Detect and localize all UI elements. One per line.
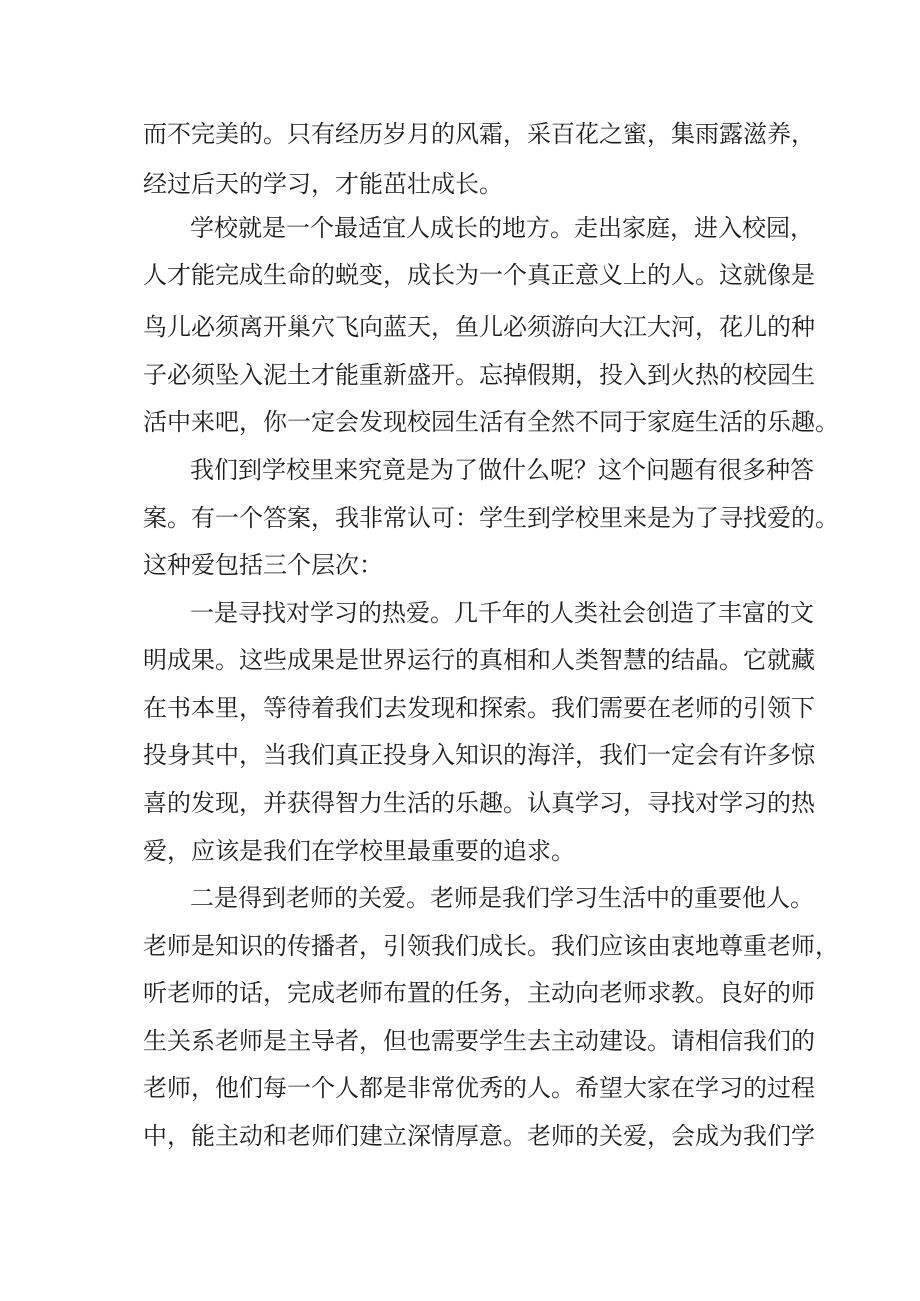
text-line: 生关系老师是主导者，但也需要学生去主动建设。请相信我们的 xyxy=(143,1027,815,1055)
text-line: 喜的发现，并获得智力生活的乐趣。认真学习，寻找对学习的热 xyxy=(143,789,815,817)
paragraph-start-line: 二是得到老师的关爱。老师是我们学习生活中的重要他人。 xyxy=(190,884,814,912)
text-line: 案。有一个答案，我非常认可：学生到学校里来是为了寻找爱的。 xyxy=(143,504,839,532)
text-line: 投身其中，当我们真正投身入知识的海洋，我们一定会有许多惊 xyxy=(143,741,815,769)
paragraph-start-line: 一是寻找对学习的热爱。几千年的人类社会创造了丰富的文 xyxy=(190,599,814,627)
text-line: 活中来吧，你一定会发现校园生活有全然不同于家庭生活的乐趣。 xyxy=(143,408,839,436)
text-line: 中，能主动和老师们建立深情厚意。老师的关爱，会成为我们学 xyxy=(143,1122,815,1150)
text-line: 听老师的话，完成老师布置的任务，主动向老师求教。良好的师 xyxy=(143,979,815,1007)
text-line: 而不完美的。只有经历岁月的风霜，采百花之蜜，集雨露滋养， xyxy=(143,120,815,148)
text-line: 爱，应该是我们在学校里最重要的追求。 xyxy=(143,837,575,865)
text-line: 在书本里，等待着我们去发现和探索。我们需要在老师的引领下 xyxy=(143,694,815,722)
text-line: 老师，他们每一个人都是非常优秀的人。希望大家在学习的过程 xyxy=(143,1074,815,1102)
text-line: 子必须坠入泥土才能重新盛开。忘掉假期，投入到火热的校园生 xyxy=(143,361,815,389)
paragraph-start-line: 我们到学校里来究竟是为了做什么呢？这个问题有很多种答 xyxy=(190,456,814,484)
text-line: 明成果。这些成果是世界运行的真相和人类智慧的结晶。它就藏 xyxy=(143,646,815,674)
text-line: 经过后天的学习，才能茁壮成长。 xyxy=(143,170,503,198)
text-line: 老师是知识的传播者，引领我们成长。我们应该由衷地尊重老师， xyxy=(143,932,839,960)
text-line: 人才能完成生命的蜕变，成长为一个真正意义上的人。这就像是 xyxy=(143,261,815,289)
paragraph-start-line: 学校就是一个最适宜人成长的地方。走出家庭，进入校园， xyxy=(190,214,814,242)
text-line: 这种爱包括三个层次： xyxy=(143,551,383,579)
text-line: 鸟儿必须离开巢穴飞向蓝天，鱼儿必须游向大江大河，花儿的种 xyxy=(143,313,815,341)
